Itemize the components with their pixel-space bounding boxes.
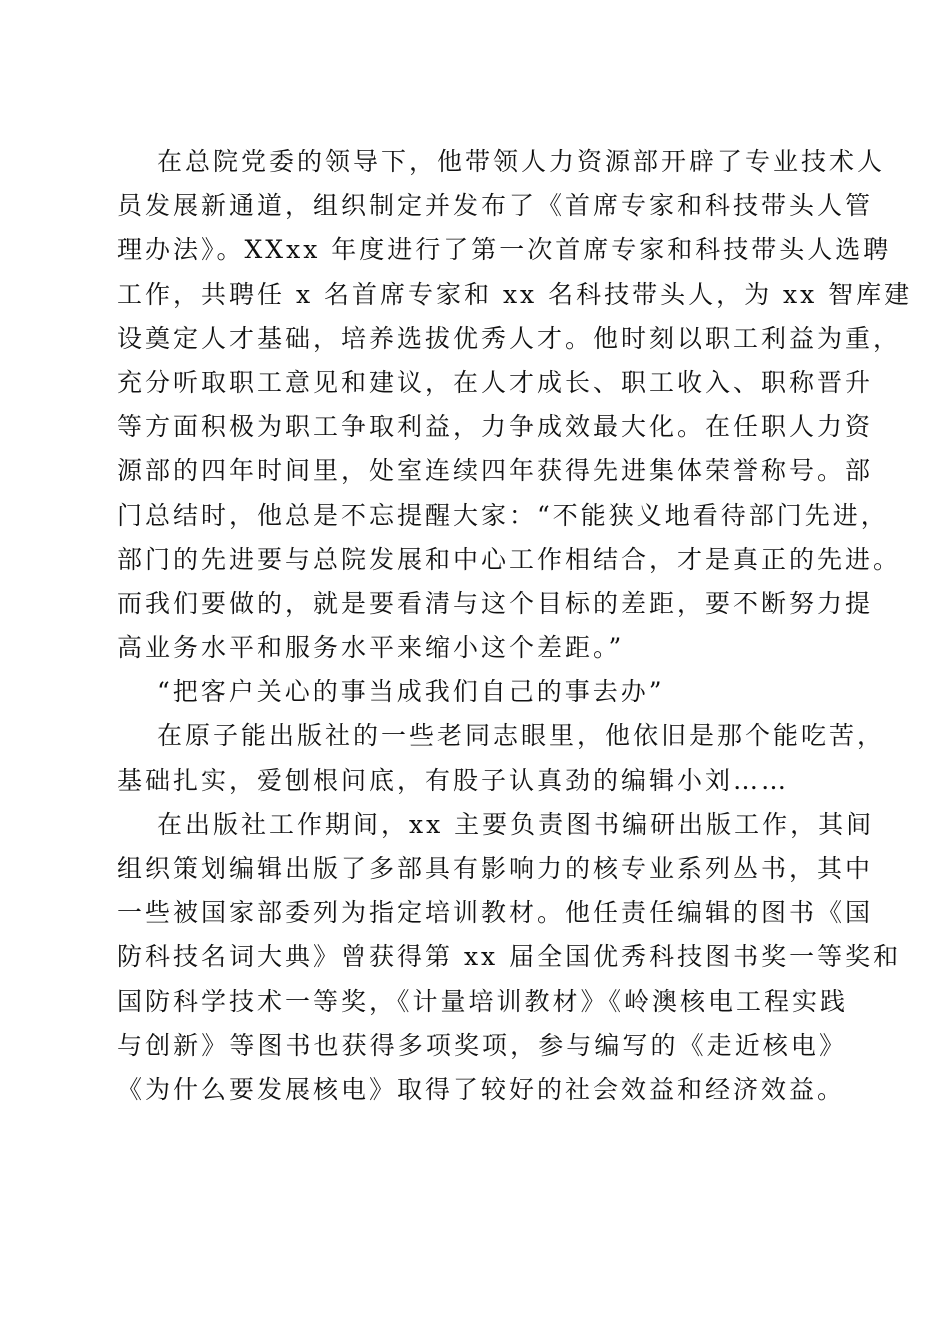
text-line: 等方面积极为职工争取利益，力争成效最大化。在任职人力资 bbox=[117, 412, 874, 442]
text-line: 一些被国家部委列为指定培训教材。他任责任编辑的图书《国 bbox=[117, 898, 874, 928]
text-line: 设奠定人才基础，培养选拔优秀人才。他时刻以职工利益为重， bbox=[117, 323, 902, 353]
text-line: 理办法》。XXxx 年度进行了第一次首席专家和科技带头人选聘 bbox=[117, 235, 892, 265]
paragraph-1 bbox=[117, 140, 913, 670]
text-line: 国防科学技术一等奖，《计量培训教材》《岭澳核电工程实践 bbox=[117, 986, 849, 1016]
text-line: 高业务水平和服务水平来缩小这个差距。” bbox=[117, 633, 625, 663]
paragraph-4 bbox=[117, 803, 902, 1112]
document-body bbox=[117, 140, 913, 1112]
text-line: 与创新》等图书也获得多项奖项，参与编写的《走近核电》 bbox=[117, 1030, 847, 1060]
text-line: 而我们要做的，就是要看清与这个目标的差距，要不断努力提 bbox=[117, 588, 874, 618]
paragraph-2 bbox=[117, 670, 847, 714]
text-line: 《为什么要发展核电》取得了较好的社会效益和经济效益。 bbox=[117, 1074, 846, 1104]
section-heading: “把客户关心的事当成我们自己的事去办” bbox=[157, 677, 665, 707]
text-line: 防科技名词大典》曾获得第 xx 届全国优秀科技图书奖一等奖和 bbox=[117, 942, 902, 972]
text-line: 在原子能出版社的一些老同志眼里，他依旧是那个能吃苦， bbox=[157, 721, 886, 751]
paragraph-3 bbox=[117, 714, 886, 802]
text-line: 在出版社工作期间，xx 主要负责图书编研出版工作，其间 bbox=[157, 809, 875, 839]
text-line: 源部的四年时间里，处室连续四年获得先进集体荣誉称号。部 bbox=[117, 456, 874, 486]
text-line: 充分听取职工意见和建议，在人才成长、职工收入、职称晋升 bbox=[117, 367, 874, 397]
text-line: 基础扎实，爱刨根问底，有股子认真劲的编辑小刘…… bbox=[117, 765, 790, 795]
text-line: 员发展新通道，组织制定并发布了《首席专家和科技带头人管 bbox=[117, 191, 874, 221]
text-line: 门总结时，他总是不忘提醒大家：“不能狭义地看待部门先进， bbox=[117, 500, 889, 530]
text-line: 工作，共聘任 x 名首席专家和 xx 名科技带头人，为 xx 智库建 bbox=[117, 279, 913, 309]
text-line: 部门的先进要与总院发展和中心工作相结合，才是真正的先进。 bbox=[117, 544, 902, 574]
text-line: 在总院党委的领导下，他带领人力资源部开辟了专业技术人 bbox=[157, 147, 886, 176]
text-line: 组织策划编辑出版了多部具有影响力的核专业系列丛书，其中 bbox=[117, 854, 874, 883]
